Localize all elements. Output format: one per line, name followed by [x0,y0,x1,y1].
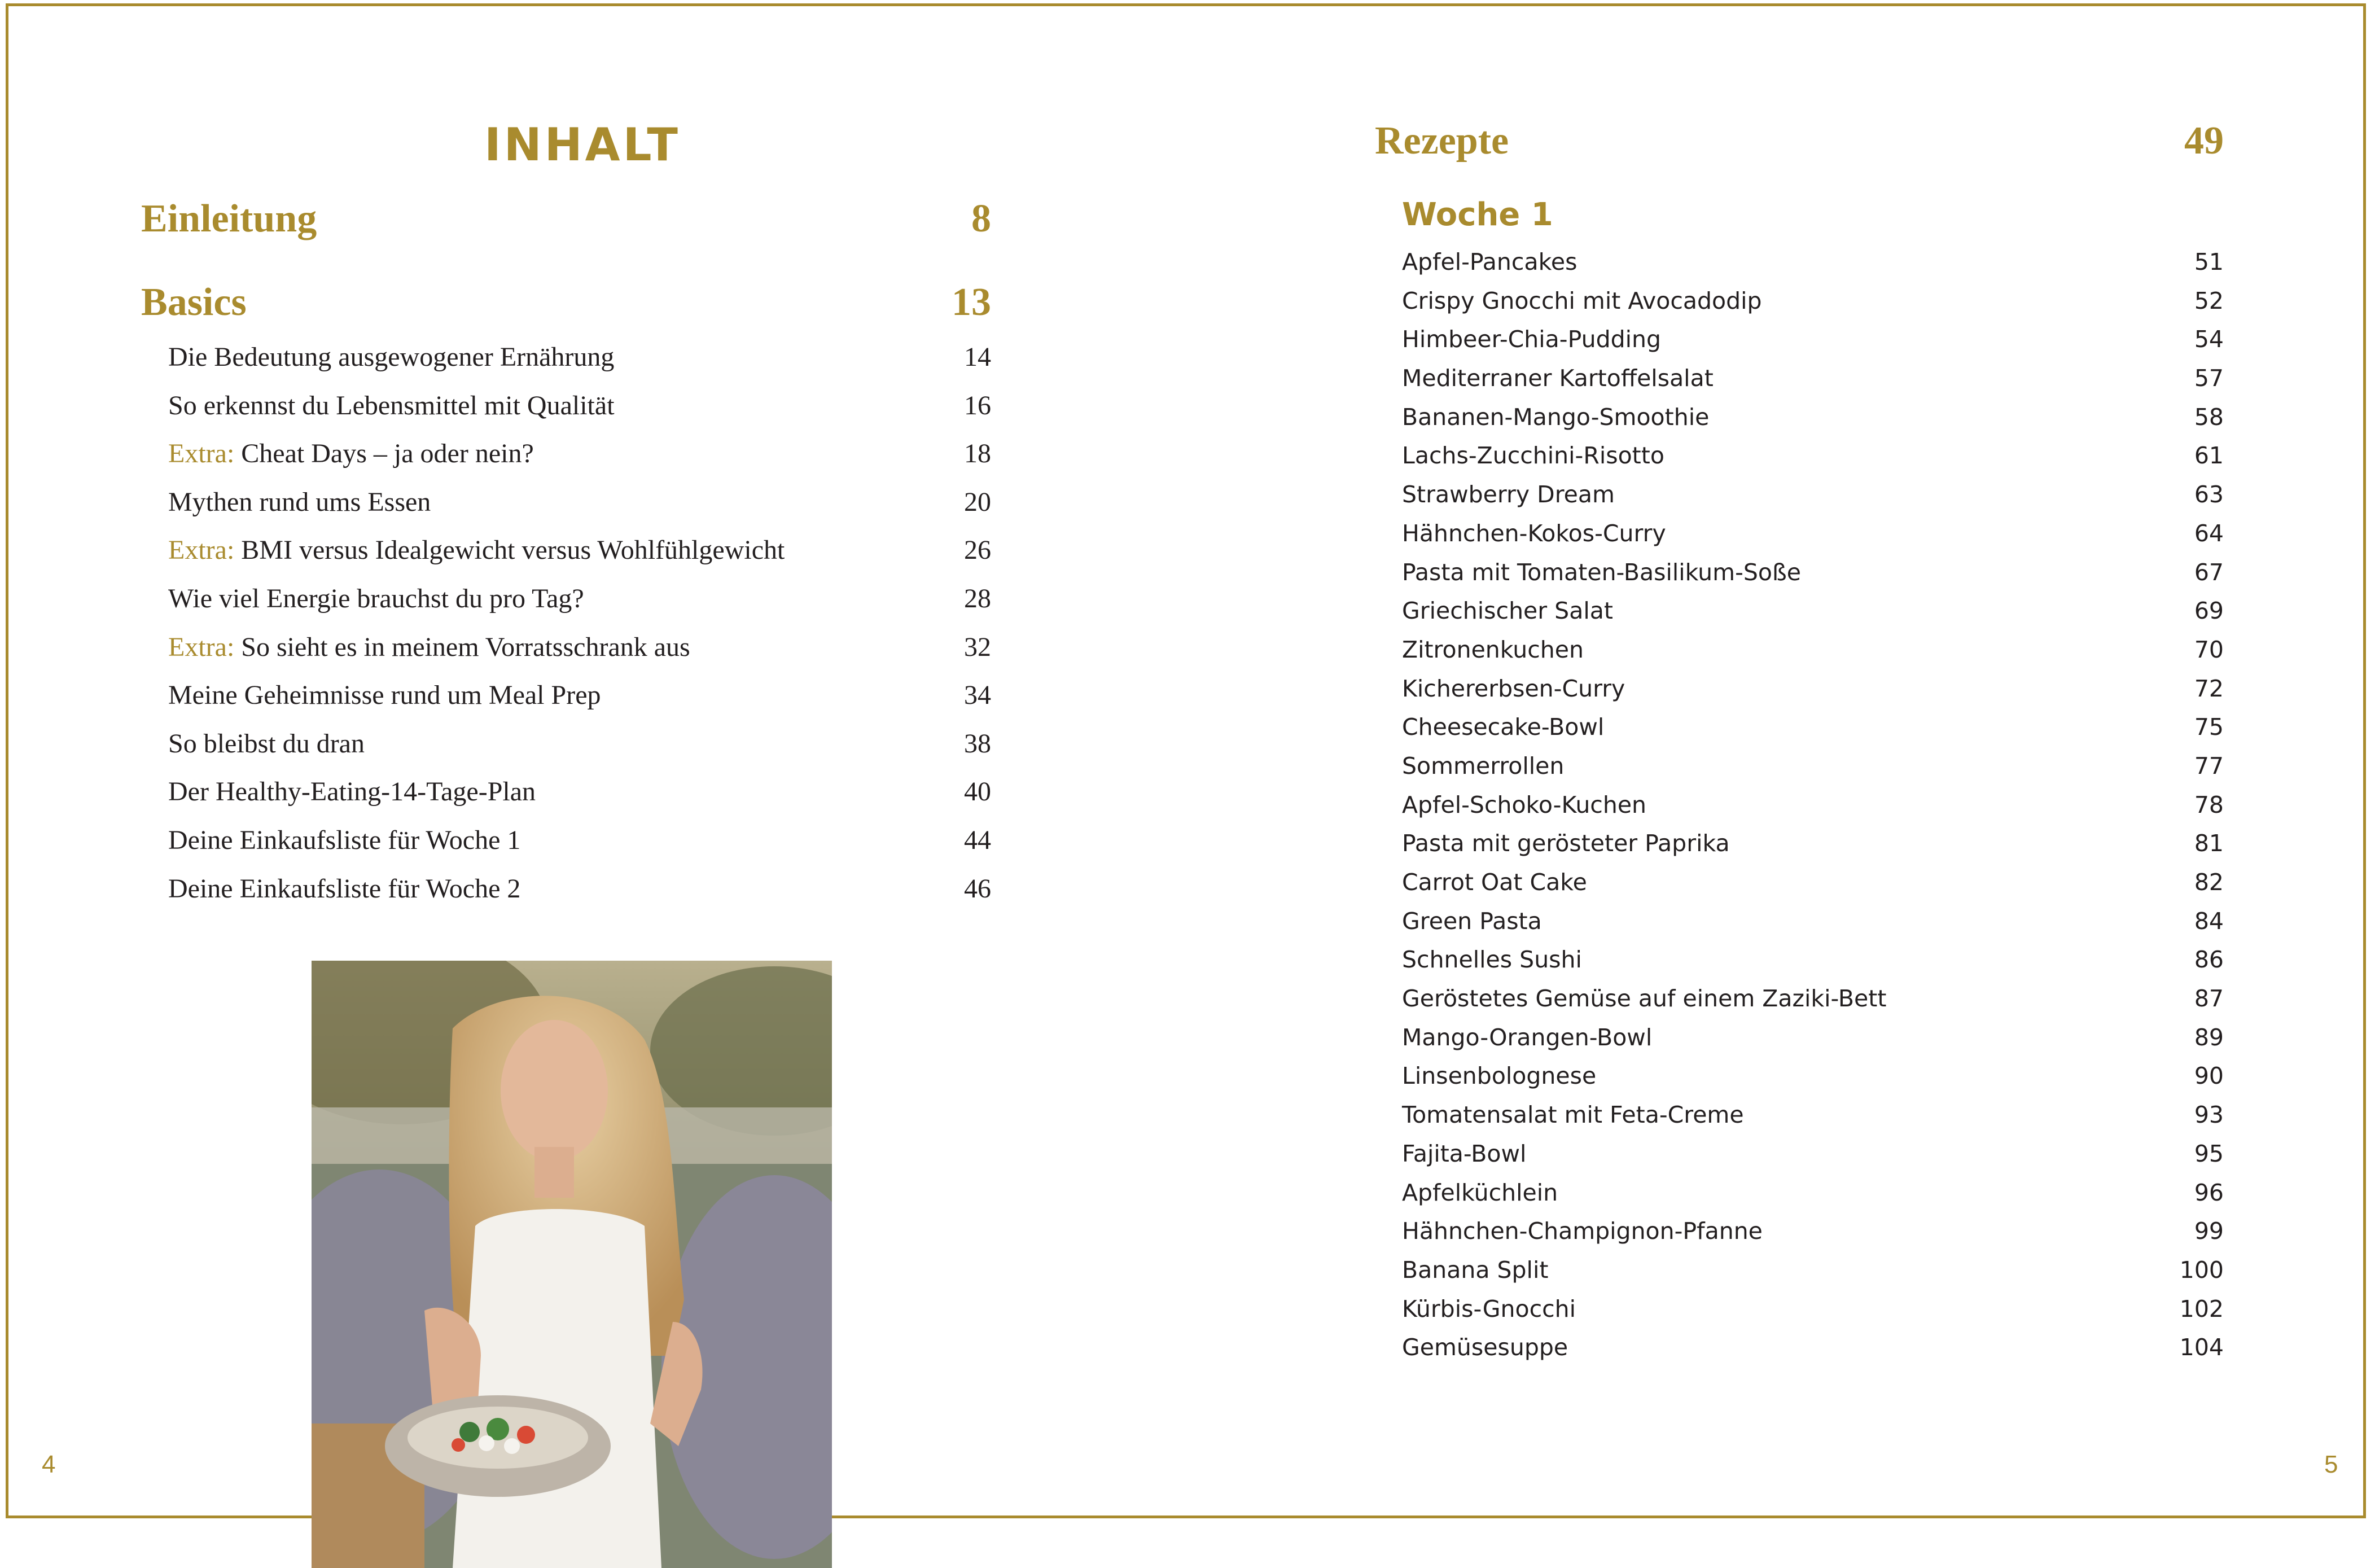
recipe-label: Strawberry Dream [1402,481,1615,509]
recipe-entry[interactable] [1402,475,2224,514]
recipe-entry[interactable] [1402,1096,2224,1135]
recipe-label: Tomatensalat mit Feta-Creme [1402,1101,1744,1129]
recipe-page: 67 [2194,558,2224,586]
recipe-label: Carrot Oat Cake [1402,869,1587,896]
entry-page: 16 [964,390,991,421]
entry-label: Der Healthy-Eating-14-Tage-Plan [168,777,536,807]
recipe-label: Hähnchen-Champignon-Pfanne [1402,1217,1763,1245]
recipe-label: Fajita-Bowl [1402,1140,1527,1167]
section-label: Basics [141,281,247,324]
toc-entry[interactable] [168,430,991,478]
entry-label: Mythen rund ums Essen [168,487,431,517]
recipe-label: Banana Split [1402,1256,1549,1284]
entry-label: Wie viel Energie brauchst du pro Tag? [168,583,584,614]
toc-entry[interactable] [168,382,991,430]
recipe-page: 64 [2194,519,2224,547]
extra-prefix: Extra: [168,535,235,566]
recipe-entry[interactable] [1402,243,2224,282]
recipe-label: Mediterraner Kartoffelsalat [1402,365,1714,392]
photo-illustration [312,961,832,1568]
recipe-entry[interactable] [1402,553,2224,592]
extra-prefix: Extra: [168,632,235,662]
recipe-label: Kichererbsen-Curry [1402,674,1625,702]
recipe-page: 87 [2194,985,2224,1013]
recipe-label: Bananen-Mango-Smoothie [1402,403,1710,431]
entry-page: 46 [964,873,991,904]
recipe-entry[interactable] [1402,592,2224,630]
entry-page: 26 [964,535,991,566]
toc-entry[interactable] [168,768,991,816]
recipe-page: 63 [2194,481,2224,509]
entry-page: 44 [964,825,991,855]
toc-entry-einleitung[interactable] [141,196,991,242]
recipe-entry[interactable] [1402,708,2224,747]
toc-entry[interactable] [168,526,991,575]
toc-title: INHALT [484,119,681,171]
recipe-page: 100 [2179,1256,2224,1284]
recipe-entry[interactable] [1402,1251,2224,1290]
recipe-entry[interactable] [1402,1018,2224,1057]
recipe-label: Kürbis-Gnocchi [1402,1295,1576,1322]
recipe-page: 89 [2194,1023,2224,1051]
recipe-entry[interactable] [1402,940,2224,979]
entry-label: So bleibst du dran [168,728,365,759]
entry-label: So erkennst du Lebensmittel mit Qualität [168,390,615,421]
toc-entry[interactable] [168,575,991,623]
recipe-label: Gemüsesuppe [1402,1334,1568,1361]
recipe-label: Apfelküchlein [1402,1179,1558,1206]
recipe-entry[interactable] [1402,902,2224,941]
basics-list [168,333,991,913]
recipe-page: 99 [2194,1217,2224,1245]
section-label: Rezepte [1375,119,1509,163]
recipe-label: Schnelles Sushi [1402,946,1582,974]
entry-label: Die Bedeutung ausgewogener Ernährung [168,342,615,372]
recipe-page: 72 [2194,674,2224,702]
recipe-entry[interactable] [1402,514,2224,553]
page-number-left: 4 [42,1451,56,1478]
recipe-entry[interactable] [1402,1212,2224,1251]
recipe-label: Himbeer-Chia-Pudding [1402,326,1662,353]
recipe-label: Apfel-Schoko-Kuchen [1402,791,1647,818]
recipe-page: 52 [2194,287,2224,314]
recipe-entry[interactable] [1402,786,2224,825]
entry-label: Meine Geheimnisse rund um Meal Prep [168,680,601,711]
toc-entry[interactable] [168,720,991,768]
recipe-page: 54 [2194,326,2224,353]
section-page: 8 [971,197,991,240]
recipe-page: 77 [2194,752,2224,779]
recipe-label: Lachs-Zucchini-Risotto [1402,442,1664,470]
recipe-page: 58 [2194,403,2224,431]
recipe-page: 70 [2194,636,2224,663]
recipe-entry[interactable] [1402,979,2224,1018]
recipe-label: Cheesecake-Bowl [1402,713,1605,741]
recipe-page: 78 [2194,791,2224,818]
entry-label: So sieht es in meinem Vorratsschrank aus [241,632,690,662]
recipe-entry[interactable] [1402,630,2224,669]
section-page: 13 [952,281,991,324]
recipe-entry[interactable] [1402,1328,2224,1367]
recipe-page: 96 [2194,1179,2224,1206]
recipe-entry[interactable] [1402,863,2224,902]
entry-page: 34 [964,680,991,711]
recipe-page: 57 [2194,365,2224,392]
toc-entry[interactable] [168,671,991,720]
section-label: Einleitung [141,197,317,240]
recipe-page: 102 [2179,1295,2224,1322]
recipe-page: 90 [2194,1062,2224,1090]
recipe-page: 51 [2194,248,2224,275]
recipe-list [1402,243,2224,1367]
toc-entry[interactable] [168,333,991,382]
entry-page: 14 [964,342,991,372]
recipe-label: Hähnchen-Kokos-Curry [1402,519,1666,547]
entry-label: Cheat Days – ja oder nein? [241,439,534,469]
recipe-label: Griechischer Salat [1402,597,1613,625]
entry-page: 28 [964,583,991,614]
author-photo [312,961,832,1568]
toc-entry[interactable] [168,478,991,527]
entry-label: Deine Einkaufsliste für Woche 1 [168,825,521,855]
recipe-entry[interactable] [1402,1290,2224,1329]
recipe-page: 93 [2194,1101,2224,1129]
recipe-page: 75 [2194,713,2224,741]
week-heading: Woche 1 [1402,196,1553,233]
recipe-entry[interactable] [1402,1173,2224,1212]
recipe-label: Apfel-Pancakes [1402,248,1578,275]
recipe-entry[interactable] [1402,1135,2224,1173]
recipe-entry[interactable] [1402,282,2224,321]
recipe-label: Zitronenkuchen [1402,636,1584,663]
recipe-entry[interactable] [1402,824,2224,863]
entry-page: 20 [964,487,991,517]
recipe-label: Sommerrollen [1402,752,1565,779]
recipe-entry[interactable] [1402,359,2224,398]
entry-page: 32 [964,632,991,662]
recipe-page: 61 [2194,442,2224,470]
entry-page: 40 [964,777,991,807]
recipe-page: 95 [2194,1140,2224,1167]
recipe-page: 84 [2194,907,2224,935]
entry-label: Deine Einkaufsliste für Woche 2 [168,873,521,904]
toc-entry-basics[interactable] [141,280,991,325]
recipe-entry[interactable] [1402,1057,2224,1096]
recipe-page: 104 [2179,1334,2224,1361]
recipe-label: Linsenbolognese [1402,1062,1597,1090]
entry-page: 38 [964,728,991,759]
recipe-label: Green Pasta [1402,907,1542,935]
recipe-label: Mango-Orangen-Bowl [1402,1023,1653,1051]
recipe-page: 81 [2194,830,2224,857]
entry-label: BMI versus Idealgewicht versus Wohlfühlgewicht [241,535,785,566]
section-page: 49 [2184,119,2224,163]
recipe-label: Pasta mit gerösteter Paprika [1402,830,1730,857]
recipe-entry[interactable] [1402,436,2224,475]
recipe-entry[interactable] [1402,398,2224,437]
recipe-entry[interactable] [1402,669,2224,708]
toc-entry[interactable] [168,865,991,913]
toc-entry[interactable] [168,816,991,865]
recipe-page: 69 [2194,597,2224,625]
toc-entry-rezepte[interactable] [1375,119,2224,164]
recipe-entry[interactable] [1402,747,2224,786]
recipe-label: Crispy Gnocchi mit Avocadodip [1402,287,1762,314]
recipe-page: 86 [2194,946,2224,974]
recipe-entry[interactable] [1402,320,2224,359]
recipe-page: 82 [2194,869,2224,896]
toc-entry[interactable] [168,623,991,672]
extra-prefix: Extra: [168,439,235,469]
recipe-label: Pasta mit Tomaten-Basilikum-Soße [1402,558,1802,586]
entry-page: 18 [964,439,991,469]
page-number-right: 5 [2324,1451,2338,1478]
recipe-label: Geröstetes Gemüse auf einem Zaziki-Bett [1402,985,1887,1013]
